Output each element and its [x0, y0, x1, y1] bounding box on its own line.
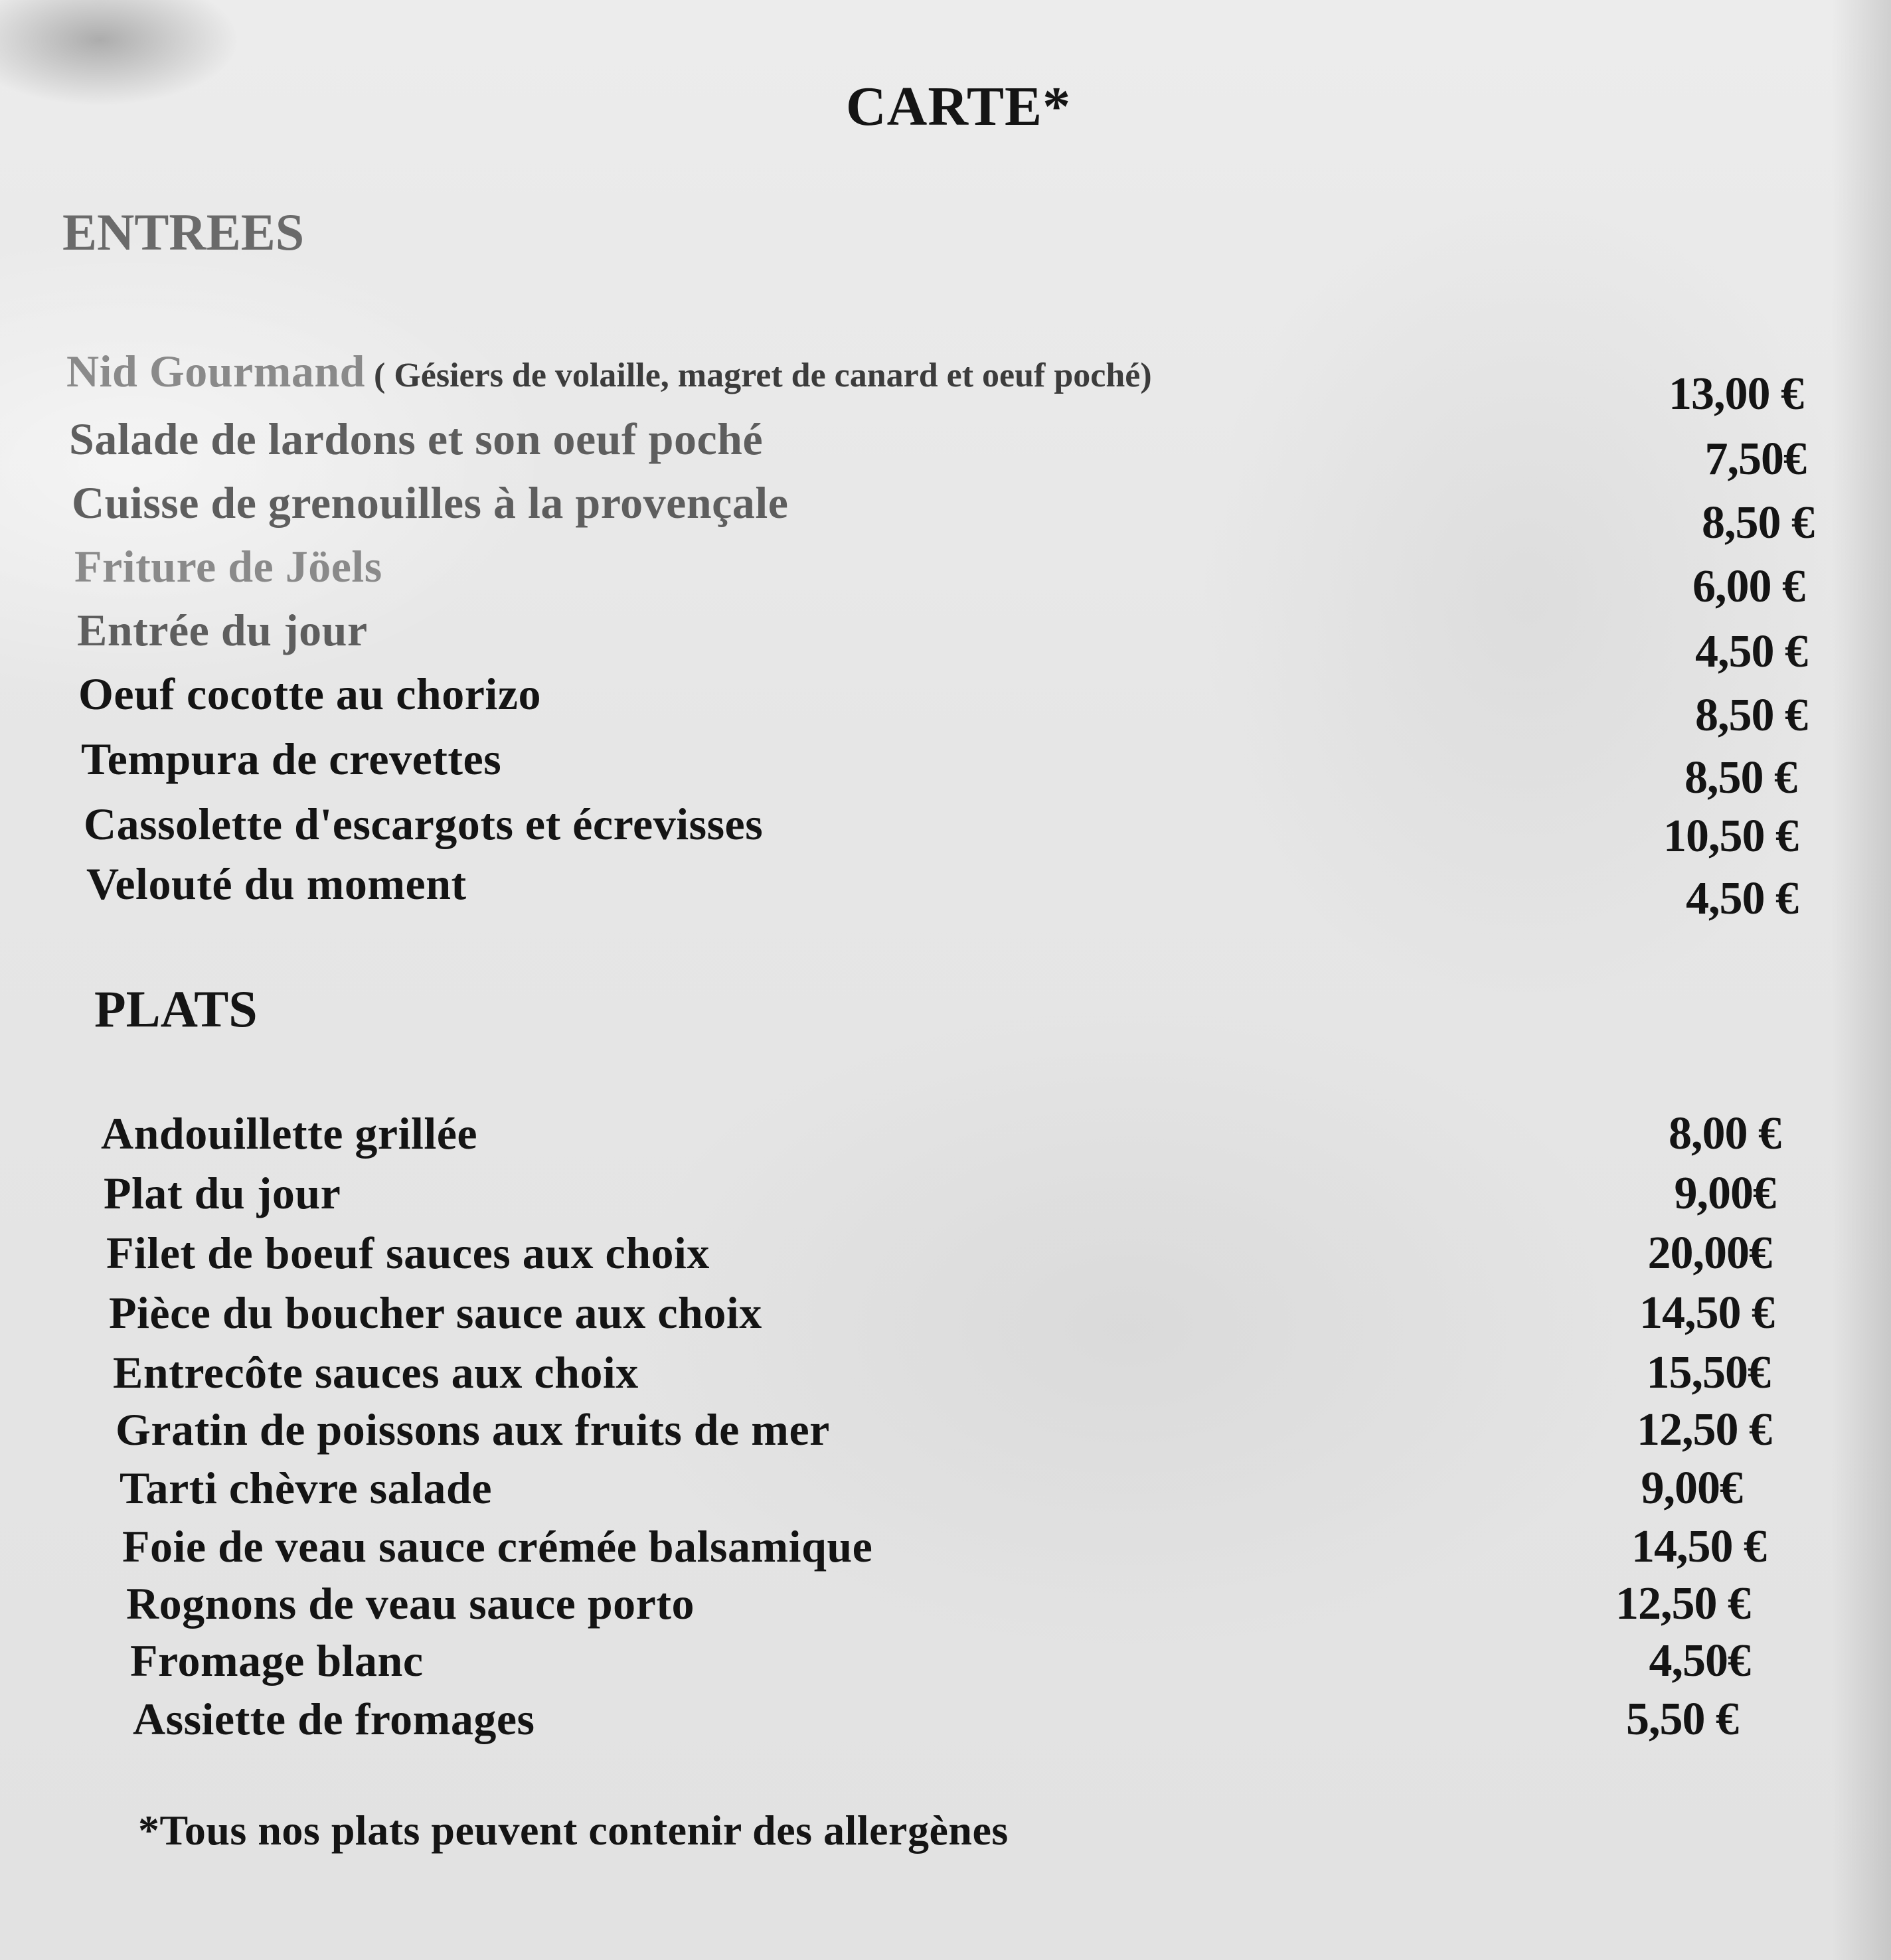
menu-item-row	[78, 668, 1807, 741]
menu-item-name: Gratin de poissons aux fruits de mer	[116, 1404, 830, 1455]
menu-item-row	[81, 733, 1797, 803]
menu-item-row	[72, 477, 1814, 548]
menu-item-name	[66, 345, 1152, 398]
menu-item-price: 4,50€	[1649, 1635, 1750, 1686]
section-heading-plats: PLATS	[94, 980, 258, 1038]
menu-item-name: Velouté du moment	[86, 858, 467, 909]
menu-item-price: 20,00€	[1647, 1228, 1771, 1279]
menu-item-name: Salade de lardons et son oeuf poché	[69, 414, 764, 464]
menu-item-price: 4,50 €	[1686, 873, 1798, 924]
menu-item-title: Nid Gourmand	[66, 346, 365, 396]
menu-item-price: 6,00 €	[1692, 561, 1805, 612]
menu-item-name: Tarti chèvre salade	[120, 1463, 493, 1513]
menu-item-name: Cuisse de grenouilles à la provençale	[72, 477, 789, 528]
menu-item-row	[109, 1287, 1774, 1340]
menu-item-row	[74, 540, 1805, 612]
menu-item-name: Tempura de crevettes	[81, 734, 502, 784]
menu-item-name: Entrecôte sauces aux choix	[113, 1347, 639, 1398]
menu-item-row	[104, 1167, 1775, 1220]
menu-title: CARTE*	[846, 76, 1072, 137]
menu-item-name: Cassolette d'escargots et écrevisses	[84, 799, 764, 849]
menu-item-row	[84, 798, 1798, 862]
menu-item-price: 4,50 €	[1695, 626, 1807, 677]
shadow-blob	[0, 0, 239, 106]
menu-item-price: 14,50 €	[1639, 1287, 1774, 1339]
menu-item-name: Rognons de veau sauce porto	[126, 1578, 695, 1629]
menu-item-price: 12,50 €	[1615, 1578, 1750, 1629]
menu-item-name: Oeuf cocotte au chorizo	[78, 669, 541, 719]
menu-item-note: ( Gésiers de volaille, magret de canard et oeuf poché)	[365, 357, 1152, 394]
menu-item-row	[66, 345, 1803, 420]
menu-item-row	[106, 1227, 1771, 1280]
menu-item-row	[130, 1635, 1750, 1688]
menu-item-price: 10,50 €	[1663, 811, 1798, 862]
menu-item-row	[101, 1107, 1781, 1161]
menu-item-price: 9,00€	[1674, 1168, 1775, 1219]
section-heading-entrees: ENTREES	[62, 203, 305, 261]
menu-item-price: 15,50€	[1646, 1347, 1770, 1398]
allergen-footnote: *Tous nos plats peuvent contenir des allergènes	[138, 1807, 1009, 1854]
menu-item-row	[120, 1462, 1742, 1515]
menu-item-price: 12,50 €	[1637, 1404, 1771, 1455]
menu-item-price: 9,00€	[1641, 1463, 1742, 1514]
menu-item-name: Foie de veau sauce crémée balsamique	[122, 1521, 873, 1572]
menu-item-name: Plat du jour	[104, 1168, 341, 1218]
menu-item-name: Fromage blanc	[130, 1635, 424, 1686]
menu-item-row	[116, 1404, 1771, 1457]
menu-item-name: Pièce du boucher sauce aux choix	[109, 1287, 762, 1338]
menu-item-name: Entrée du jour	[77, 605, 368, 655]
menu-item-row	[77, 604, 1807, 677]
menu-item-row	[69, 413, 1806, 485]
menu-item-row	[86, 858, 1798, 924]
menu-item-row	[122, 1520, 1766, 1574]
menu-item-price: 7,50€	[1704, 434, 1806, 485]
menu-item-name: Friture de Jöels	[74, 541, 382, 592]
menu-item-row	[113, 1347, 1770, 1400]
menu-item-name: Andouillette grillée	[101, 1108, 478, 1159]
menu-item-name: Filet de boeuf sauces aux choix	[106, 1228, 710, 1278]
page-edge-shadow	[1831, 0, 1891, 1960]
menu-item-price: 8,50 €	[1695, 690, 1807, 741]
menu-item-price: 8,50 €	[1685, 752, 1797, 803]
menu-item-price: 8,00 €	[1669, 1108, 1781, 1159]
menu-item-price: 13,00 €	[1669, 368, 1803, 420]
menu-item-price: 8,50 €	[1702, 497, 1814, 548]
menu-item-row	[133, 1693, 1738, 1746]
menu-item-row	[126, 1578, 1750, 1631]
menu-item-name: Assiette de fromages	[133, 1694, 535, 1744]
menu-item-price: 14,50 €	[1631, 1521, 1766, 1572]
menu-item-price: 5,50 €	[1626, 1694, 1738, 1745]
